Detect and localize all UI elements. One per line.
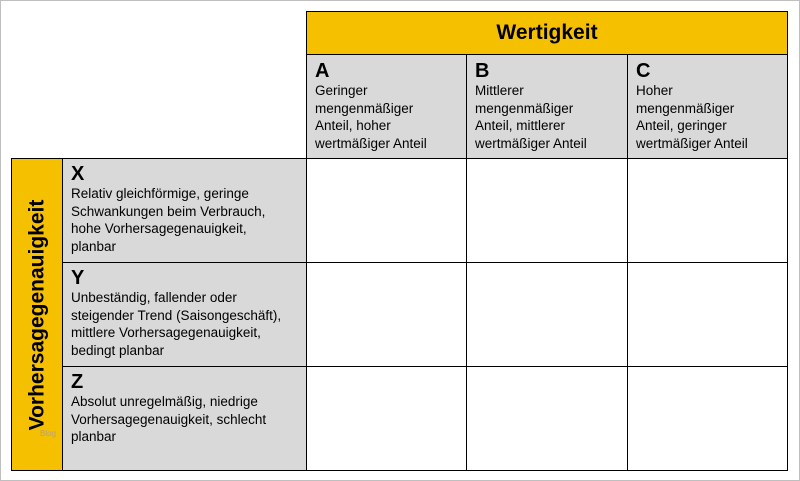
column-letter: B [475, 60, 490, 82]
cell-ax [306, 158, 467, 263]
column-description: Geringer mengenmäßiger Anteil, hoher wertmäßiger Anteil [315, 83, 427, 151]
row-letter: Z [71, 371, 84, 393]
accuracy-header-title: Vorhersagegenauigkeit [25, 199, 48, 430]
cell-az [306, 366, 467, 471]
cell-by [466, 262, 628, 367]
column-description: Mittlerer mengenmäßiger Anteil, mittlerer wertmäßiger Anteil [475, 83, 587, 151]
row-letter: Y [71, 267, 85, 289]
row-header-x [62, 158, 307, 263]
row-letter: X [71, 163, 85, 185]
row-description: Unbeständig, fallender oder steigender Trend (Saisongeschäft), mittlere Vorhersagegenauigkeit, bedingt planbar [71, 290, 282, 358]
value-header-title: Wertigkeit [496, 21, 598, 44]
row-header-z [62, 366, 307, 471]
column-description: Hoher mengenmäßiger Anteil, geringer wertmäßiger Anteil [636, 83, 748, 151]
row-description: Absolut unregelmäßig, niedrige Vorhersagegenauigkeit, schlecht planbar [71, 394, 267, 444]
row-description: Relativ gleichförmige, geringe Schwankungen beim Verbrauch, hohe Vorhersagegenauigkeit, planbar [71, 186, 266, 254]
column-letter: A [315, 60, 330, 82]
column-header-c [627, 54, 788, 159]
cell-cy [627, 262, 788, 367]
column-header-b [466, 54, 628, 159]
column-letter: C [636, 60, 651, 82]
row-header-y [62, 262, 307, 367]
cell-bz [466, 366, 628, 471]
cell-bx [466, 158, 628, 263]
value-header [306, 11, 788, 55]
watermark: Blog [40, 429, 57, 438]
accuracy-header [11, 158, 63, 471]
cell-cx [627, 158, 788, 263]
cell-cz [627, 366, 788, 471]
column-header-a [306, 54, 467, 159]
cell-ay [306, 262, 467, 367]
